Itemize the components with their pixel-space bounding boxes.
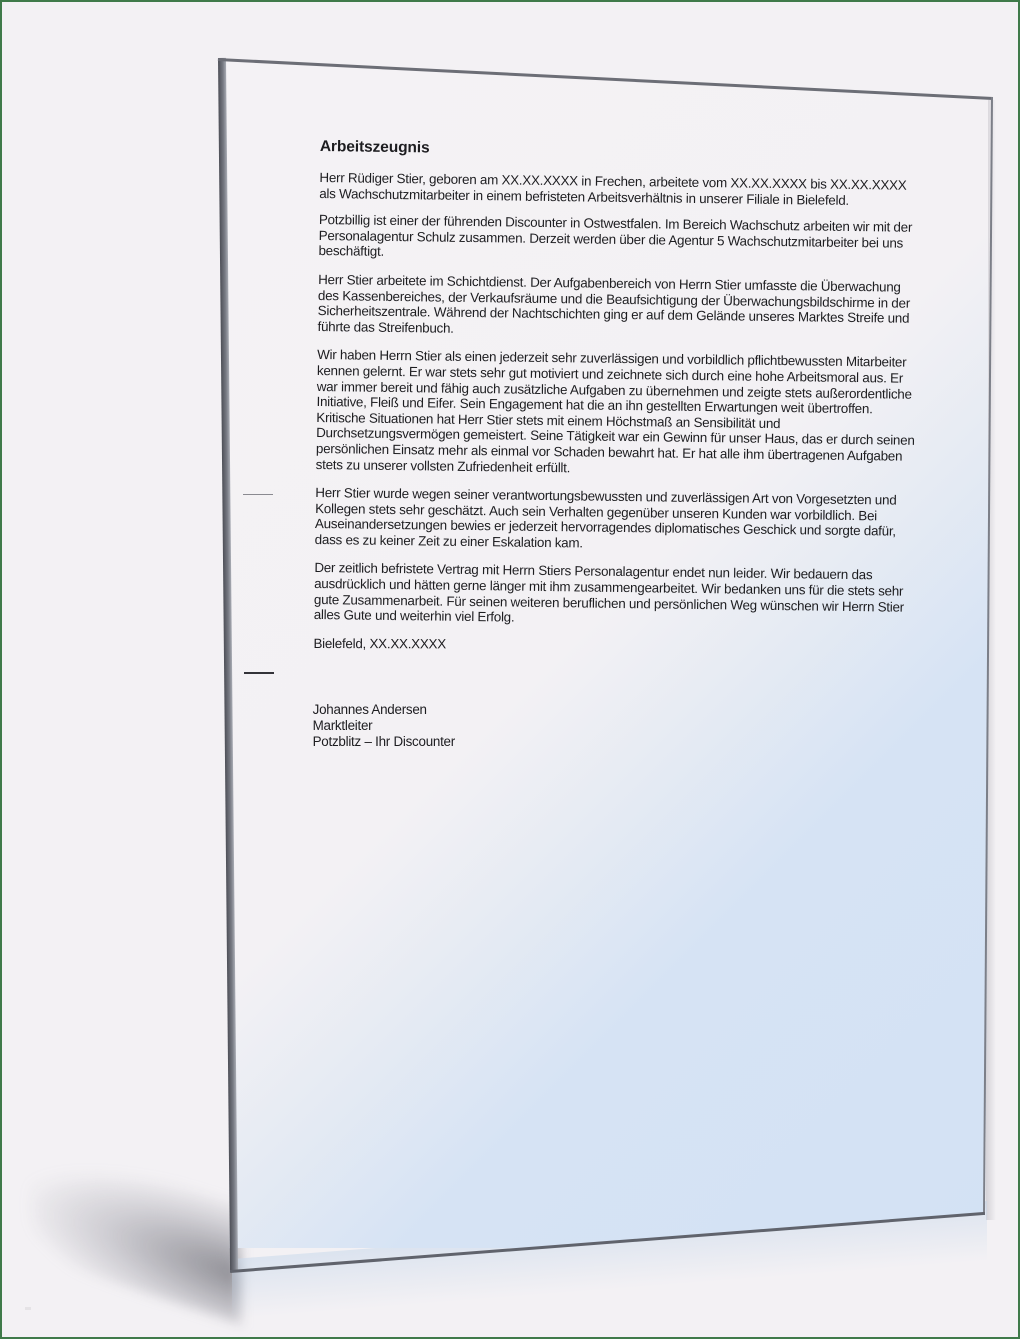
document-content xyxy=(312,138,920,758)
signatory-company: Potzblitz – Ihr Discounter xyxy=(312,734,455,750)
paragraph-duties: Herr Stier arbeitete im Schichtdienst. Der Aufgabenbereich von Herrn Stier umfasste die Überwachung des Kassenbereiches, der Verkaufsräume und die Beaufsichtigung der Überwachungsbildschirme in der Sicherheitszentrale. Während der Nachtschichten ging er auf dem Gelände unseres Marktes Streife und führte das Streifenbuch. xyxy=(317,271,911,336)
signature-block xyxy=(313,702,913,750)
page-drop-shadow xyxy=(30,1136,240,1324)
corner-mark xyxy=(25,1307,31,1310)
fold-mark-lower xyxy=(244,672,274,674)
document-title: Arbeitszeugnis xyxy=(319,138,430,157)
fold-mark-upper xyxy=(243,494,273,495)
paragraph-company: Potzbillig ist einer der führenden Discounter in Ostwestfalen. Im Bereich Wachschutz arbeiten wir mit der Personalagentur Schulz zusammen. Derzeit werden über die Agentur 5 Wachschutzmitarbeiter bei uns beschäftigt. xyxy=(318,212,913,260)
place-date: Bielefeld, XX.XX.XXXX xyxy=(313,635,446,652)
paragraph-conduct: Herr Stier wurde wegen seiner verantwortungsbewussten und zuverlässigen Art von Vorgesetzten und Kollegen stets sehr geschätzt. Auch sein Verhalten gegenüber unseren Kunden war vorbildlich. Bei Auseinandersetzungen bewies er jederzeit hervorragendes diplomatisches Geschick und sorgte dafür, dass es zu keiner Zeit zu einer Eskalation kam. xyxy=(314,485,897,551)
paragraph-closing: Der zeitlich befristete Vertrag mit Herrn Stiers Personalagentur endet nun leider. Wir bedauern das ausdrücklich und hätten gerne länger mit ihm zusammengearbeitet. Wir bedanken uns für die stets sehr gute Zusammenarbeit. Für seinen weiteren beruflichen und persönlichen Weg wünschen wir Herrn Stier alles Gute und weiterhin viel Erfolg. xyxy=(313,560,905,625)
signatory-name: Johannes Andersen xyxy=(312,702,427,718)
signatory-position: Marktleiter xyxy=(312,718,373,734)
paragraph-intro: Herr Rüdiger Stier, geboren am XX.XX.XXXX in Frechen, arbeitete vom XX.XX.XXXX bis XX.XX.XXXX als Wachschutzmitarbeiter in einem befristeten Arbeitsverhältnis in unserer Filiale in Bielefeld. xyxy=(319,169,907,208)
paragraph-performance: Wir haben Herrn Stier als einen jederzeit sehr zuverlässigen und vorbildlich pflichtbewussten Mitarbeiter kennen gelernt. Er war stets sehr gut motiviert und zeichnete sich durch eine hohe Arbeitsmoral aus. Er war immer bereit und fähig auch zusätzliche Aufgaben zu übernehmen und zeigte stets außerordentliche Initiative, Fleiß und Eifer. Sein Engagement hat die an ihn gestellten Erwartungen weit übertroffen. Kritische Situationen hat Herr Stier stets mit einem Höchstmaß an Sensibilität und Durchsetzungsvermögen gemeistert. Seine Tätigkeit war ein Gewinn für unser Haus, das er durch seinen persönlichen Einsatz mehr als einmal vor Schaden bewahrt hat. Er hat alle ihm übertragenen Aufgaben stets zu unserer vollsten Zufriedenheit erfüllt. xyxy=(315,347,915,475)
